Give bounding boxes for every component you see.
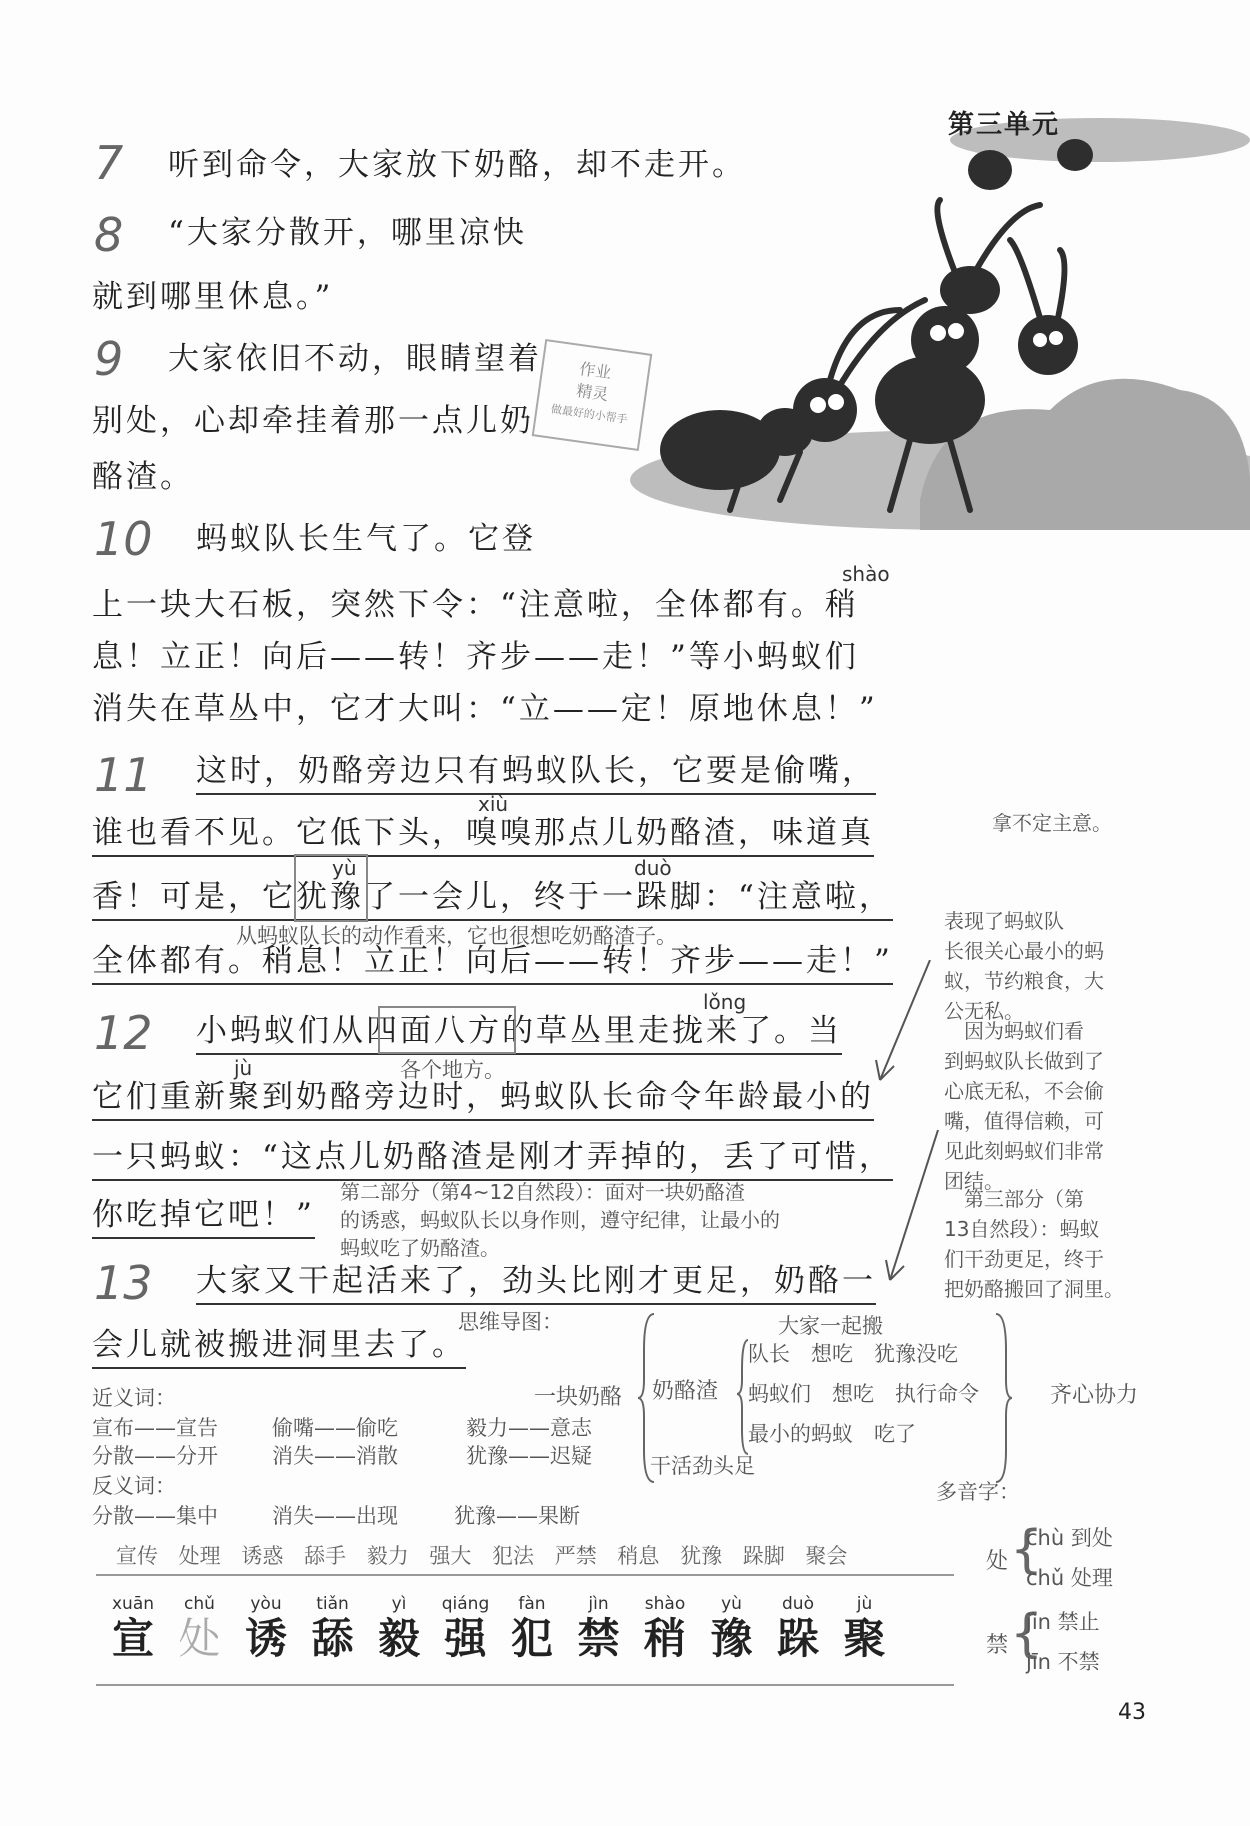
character-pinyin: tiǎn (316, 1594, 349, 1614)
part-summary-note: 第二部分（第4~12自然段）：面对一块奶酪渣 的诱惑，蚂蚁队长以身作则，遵守纪律，让最小的 蚂蚁吃了奶酪渣。 (340, 1180, 780, 1260)
underlined-line: 一只蚂蚁：“这点儿奶酪渣是刚才弄掉的，丢了可惜， (92, 1142, 893, 1181)
antonym-pair: 分散——集中 (92, 1504, 218, 1528)
character-pinyin: fàn (518, 1594, 546, 1614)
character-glyph: 犯 (510, 1614, 553, 1663)
divider (96, 1574, 954, 1576)
character-pinyin: shào (644, 1594, 686, 1614)
polyphone-char: 处 (986, 1549, 1009, 1574)
pinyin-annotation: lǒng (703, 990, 747, 1014)
mindmap-root: 一块奶酪 (534, 1385, 623, 1410)
mindmap-row: 最小的蚂蚁 吃了 (748, 1422, 916, 1446)
side-note: 表现了蚂蚁队 长很关心最小的蚂 蚁，节约粮食，大 公无私。 (944, 909, 1104, 1023)
side-note: 因为蚂蚁们看 到蚂蚁队长做到了 心底无私，不会偷 嘴，值得信赖，可 见此刻蚂蚁们非常 团结。 (944, 1019, 1104, 1193)
antonym-pair: 消失——出现 (272, 1504, 398, 1528)
underlined-line: 你吃掉它吧！” (92, 1200, 315, 1239)
synonym-pair: 分散——分开 (92, 1444, 218, 1468)
side-note: 第三部分（第 13自然段）：蚂蚁 们干劲更足，终于 把奶酪搬回了洞里。 (944, 1187, 1124, 1301)
text-line: 酪渣。 (92, 459, 194, 495)
synonym-pair: 消失——消散 (272, 1444, 398, 1468)
paragraph-number: 9 (94, 332, 124, 386)
character-cell (632, 1594, 698, 1662)
highlight-box (294, 854, 368, 922)
character-glyph: 跺 (776, 1614, 819, 1663)
character-cell (499, 1594, 565, 1662)
inline-note: 各个地方。 (400, 1058, 505, 1082)
synonym-pair: 宣布——宣告 (92, 1416, 218, 1440)
character-pinyin: yì (391, 1594, 407, 1614)
pinyin-annotation: xiù (478, 792, 509, 816)
mindmap-result: 齐心协力 (1050, 1383, 1139, 1408)
character-cell (765, 1594, 831, 1662)
paragraph-number: 13 (94, 1256, 153, 1310)
text-line: 就到哪里休息。” (92, 279, 334, 315)
antonym-pair: 犹豫——果断 (454, 1504, 580, 1528)
underlined-line: 小蚂蚁们从四面八方的草丛里走拢来了。当 (196, 1016, 842, 1055)
word-meaning-note: 拿不定主意。 (992, 811, 1112, 835)
page-number: 43 (1118, 1700, 1146, 1725)
polyphone-reading: jīn 不禁 (1026, 1650, 1100, 1674)
character-cell (699, 1594, 765, 1662)
character-pinyin: jù (856, 1594, 873, 1614)
character-pinyin: yù (721, 1594, 742, 1614)
character-glyph: 聚 (843, 1614, 886, 1663)
synonym-pair: 偷嘴——偷吃 (272, 1416, 398, 1440)
synonym-pair: 犹豫——迟疑 (466, 1444, 592, 1468)
character-pinyin: qiáng (441, 1594, 490, 1614)
paragraph-number: 7 (94, 136, 124, 190)
paragraph-number: 12 (94, 1006, 153, 1060)
character-glyph: 处 (178, 1614, 221, 1663)
polyphone-reading: chù 到处 (1026, 1526, 1113, 1550)
character-pinyin: yòu (250, 1594, 282, 1614)
character-pinyin: duò (782, 1594, 814, 1614)
pinyin-annotation: shào (842, 562, 890, 586)
polyphone-reading: chǔ 处理 (1026, 1566, 1113, 1590)
character-cell (300, 1594, 366, 1662)
text-line: 蚂蚁队长生气了。它登 (196, 521, 536, 557)
character-glyph: 毅 (377, 1614, 420, 1663)
synonyms-label: 近义词： (92, 1386, 176, 1410)
character-cell (167, 1594, 233, 1662)
character-glyph: 宣 (111, 1614, 154, 1663)
character-cell (566, 1594, 632, 1662)
character-cell (433, 1594, 499, 1662)
underlined-line: 全体都有。稍息！立正！向后——转！齐步——走！” (92, 946, 893, 985)
stamp-line: 做最好的小帮手 (550, 402, 629, 427)
pinyin-annotation: jù (234, 1056, 253, 1080)
mindmap-label: 思维导图： (458, 1310, 563, 1334)
character-glyph: 禁 (577, 1614, 620, 1663)
highlight-box (378, 1006, 516, 1054)
mindmap-top: 大家一起搬 (778, 1314, 883, 1338)
underlined-line: 这时，奶酪旁边只有蚂蚁队长，它要是偷嘴， (196, 756, 876, 795)
synonym-pair: 毅力——意志 (466, 1416, 592, 1440)
text-line: 息！立正！向后——转！齐步——走！”等小蚂蚁们 (92, 639, 859, 675)
antonyms-label: 反义词： (92, 1474, 176, 1498)
character-pinyin: chǔ (184, 1594, 215, 1614)
mindmap-row: 队长 想吃 犹豫没吃 (748, 1342, 958, 1366)
text-line: “大家分散开，哪里凉快 (168, 215, 527, 251)
stamp-line: 精灵 (575, 380, 610, 405)
unit-title: 第三单元 (948, 110, 1061, 140)
character-glyph: 舔 (311, 1614, 354, 1663)
arrow-icon (860, 960, 940, 1290)
underlined-line: 大家又干起活来了，劲头比刚才更足，奶酪一 (196, 1266, 876, 1305)
character-glyph: 诱 (244, 1614, 287, 1663)
text-line: 消失在草丛中，它才大叫：“立——定！原地休息！” (92, 691, 878, 727)
paragraph-number: 11 (94, 748, 153, 802)
underlined-line: 谁也看不见。它低下头，嗅嗅那点儿奶酪渣，味道真 (92, 818, 874, 857)
underlined-line: 会儿就被搬进洞里去了。 (92, 1330, 466, 1369)
stamp-line: 作业 (578, 359, 613, 383)
text-line: 大家依旧不动，眼睛望着 (168, 341, 542, 377)
character-glyph: 稍 (643, 1614, 686, 1663)
inline-note: 从蚂蚁队长的动作看来，它也很想吃奶酪渣子。 (236, 924, 677, 948)
character-cell (366, 1594, 432, 1662)
homework-stamp (532, 339, 653, 451)
brace-icon: { (1010, 1604, 1044, 1664)
character-cell (233, 1594, 299, 1662)
vocabulary-words: 宣传 处理 诱惑 舔手 毅力 强大 犯法 严禁 稍息 犹豫 跺脚 聚会 (116, 1544, 848, 1568)
paragraph-number: 8 (94, 208, 124, 262)
polyphone-reading: jìn 禁止 (1026, 1610, 1100, 1634)
polyphone-char: 禁 (986, 1633, 1009, 1658)
character-pinyin: jìn (588, 1594, 609, 1614)
mindmap-bottom: 干活劲头足 (650, 1454, 755, 1478)
character-glyph: 强 (444, 1614, 487, 1663)
text-line: 听到命令，大家放下奶酪，却不走开。 (168, 147, 746, 183)
character-pinyin: xuān (111, 1594, 155, 1614)
pinyin-annotation: duò (634, 856, 672, 880)
underlined-line: 香！可是，它犹豫了一会儿，终于一跺脚：“注意啦， (92, 882, 893, 921)
ants-illustration (580, 60, 1250, 530)
paragraph-number: 10 (94, 512, 153, 566)
mindmap-row: 蚂蚁们 想吃 执行命令 (748, 1382, 979, 1406)
text-line: 上一块大石板，突然下令：“注意啦，全体都有。稍 (92, 587, 859, 623)
pinyin-annotation: yù (332, 856, 357, 880)
character-cell (100, 1594, 166, 1662)
polyphones-label: 多音字： (936, 1480, 1020, 1504)
character-glyph: 豫 (710, 1614, 753, 1663)
underlined-line: 它们重新聚到奶酪旁边时，蚂蚁队长命令年龄最小的 (92, 1082, 874, 1121)
divider (96, 1684, 954, 1686)
character-cell (832, 1594, 898, 1662)
mindmap-center: 奶酪渣 (652, 1379, 719, 1404)
text-line: 别处，心却牵挂着那一点儿奶 (92, 403, 534, 439)
brace-icon: { (1010, 1520, 1044, 1580)
